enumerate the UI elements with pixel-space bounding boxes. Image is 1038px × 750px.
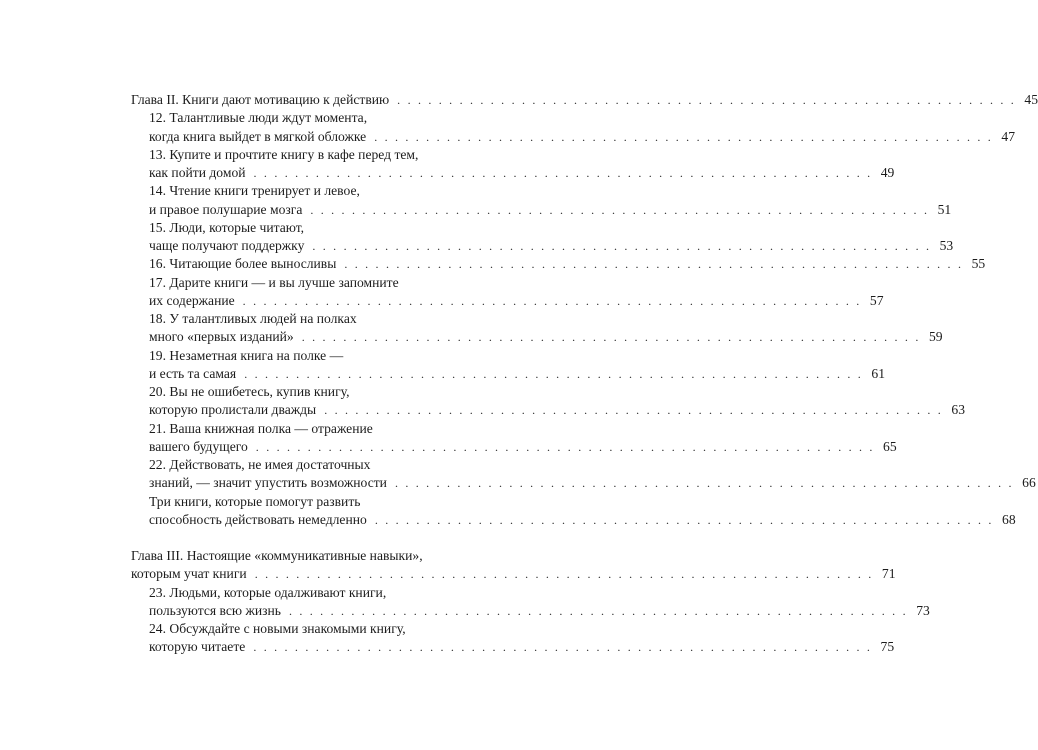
dot-leader: . . . . . . . . . . . . . . . . . . . . . . . . . . . . . . . . . . . . . . . . . . . . . . . . . . . . . . . . . . . .	[255, 439, 875, 454]
toc-entry-title: способность действовать немедленно	[149, 511, 367, 527]
toc-page-number: 66	[1022, 475, 1036, 491]
toc-entry-title: 12. Талантливые люди ждут момента,	[149, 110, 368, 126]
toc-page-number: 68	[1002, 511, 1016, 527]
dot-leader: . . . . . . . . . . . . . . . . . . . . . . . . . . . . . . . . . . . . . . . . . . . . . . . . . . . . . . . . . . . .	[253, 640, 873, 655]
dot-leader: . . . . . . . . . . . . . . . . . . . . . . . . . . . . . . . . . . . . . . . . . . . . . . . . . . . . . . . . . . . .	[288, 603, 908, 618]
toc-page-number: 49	[880, 165, 895, 180]
dot-leader: . . . . . . . . . . . . . . . . . . . . . . . . . . . . . . . . . . . . . . . . . . . . . . . . . . . . . . . . . . . .	[244, 366, 863, 381]
toc-entry-title: 23. Людьми, которые одалживают книги,	[149, 584, 387, 600]
dot-leader: . . . . . . . . . . . . . . . . . . . . . . . . . . . . . . . . . . . . . . . . . . . . . . . . . . . . . . . . . . . .	[394, 476, 1014, 491]
toc-entry-line	[131, 456, 480, 474]
dot-leader: . . . . . . . . . . . . . . . . . . . . . . . . . . . . . . . . . . . . . . . . . . . . . . . . . . . . . . . . . . . .	[242, 293, 862, 308]
dot-leader: . . . . . . . . . . . . . . . . . . . . . . . . . . . . . . . . . . . . . . . . . . . . . . . . . . . . . . . . . . . .	[312, 239, 932, 253]
toc-entry-line[interactable]	[131, 565, 896, 583]
toc-entry-title: Глава II. Книги дают мотивацию к действию	[131, 92, 390, 107]
toc-entry-line[interactable]	[131, 201, 952, 219]
toc-entry-line[interactable]	[131, 638, 895, 656]
toc-entry-title: Глава III. Настоящие «коммуникативные навыки»,	[131, 548, 423, 563]
toc-entry-line	[131, 547, 480, 565]
toc-entry-line	[131, 383, 480, 401]
toc-entry-line[interactable]	[131, 602, 930, 620]
dot-leader: . . . . . . . . . . . . . . . . . . . . . . . . . . . . . . . . . . . . . . . . . . . . . . . . . . . . . . . . . . . .	[310, 202, 930, 217]
toc-entry-title: Три книги, которые помогут развить	[149, 493, 361, 509]
toc-page-number: 61	[871, 365, 885, 381]
toc-entry-line[interactable]	[131, 438, 897, 456]
toc-entry-line[interactable]	[131, 365, 885, 383]
toc-page-number: 55	[971, 256, 986, 272]
toc-entry-line[interactable]	[131, 292, 884, 310]
toc-page-number: 75	[880, 639, 895, 655]
toc-entry-line[interactable]	[131, 511, 1016, 529]
toc-entry-line	[131, 310, 480, 328]
toc-entry-title: как пойти домой	[149, 165, 246, 180]
table-of-contents	[131, 91, 1038, 675]
toc-entry-line	[131, 420, 480, 438]
toc-chapter-block	[131, 91, 1038, 529]
toc-entry-title: которым учат книги	[131, 566, 247, 582]
dot-leader: . . . . . . . . . . . . . . . . . . . . . . . . . . . . . . . . . . . . . . . . . . . . . . . . . . . . . . . . . . . .	[253, 166, 873, 180]
toc-page-number: 71	[881, 566, 896, 582]
toc-entry-title: 19. Незаметная книга на полке —	[149, 347, 344, 363]
toc-entry-title: 18. У талантливых людей на полках	[149, 311, 357, 326]
toc-page-number: 57	[869, 292, 884, 308]
dot-leader: . . . . . . . . . . . . . . . . . . . . . . . . . . . . . . . . . . . . . . . . . . . . . . . . . . . . . . . . . . . .	[374, 129, 993, 144]
toc-page-number: 59	[928, 329, 943, 345]
toc-entry-title: и есть та самая	[149, 365, 237, 381]
toc-entry-title: их содержание	[149, 292, 235, 308]
toc-entry-line[interactable]	[131, 164, 895, 182]
toc-page-number: 65	[883, 438, 897, 454]
dot-leader: . . . . . . . . . . . . . . . . . . . . . . . . . . . . . . . . . . . . . . . . . . . . . . . . . . . . . . . . . . . .	[344, 257, 964, 272]
dot-leader: . . . . . . . . . . . . . . . . . . . . . . . . . . . . . . . . . . . . . . . . . . . . . . . . . . . . . . . . . . . .	[324, 403, 943, 418]
toc-entry-title: 21. Ваша книжная полка — отражение	[149, 420, 373, 436]
toc-entry-title: которую читаете	[149, 639, 246, 655]
toc-entry-title: 22. Действовать, не имея достаточных	[149, 457, 371, 472]
toc-page-number: 51	[937, 201, 952, 217]
toc-entry-title: 24. Обсуждайте с новыми знакомыми книгу,	[149, 621, 406, 636]
toc-entry-title: много «первых изданий»	[149, 329, 294, 345]
toc-page-number: 45	[1024, 92, 1038, 107]
toc-entry-line	[131, 146, 480, 164]
toc-entry-title: 17. Дарите книги — и вы лучше запомните	[149, 274, 399, 290]
toc-entry-title: 20. Вы не ошибетесь, купив книгу,	[149, 384, 350, 399]
toc-entry-title: вашего будущего	[149, 438, 248, 454]
toc-chapter-block	[131, 547, 930, 657]
toc-entry-line[interactable]	[131, 328, 943, 346]
toc-entry-line[interactable]	[131, 255, 986, 273]
dot-leader: . . . . . . . . . . . . . . . . . . . . . . . . . . . . . . . . . . . . . . . . . . . . . . . . . . . . . . . . . . . .	[374, 512, 994, 527]
toc-entry-title: пользуются всю жизнь	[149, 602, 281, 618]
toc-entry-line	[131, 219, 480, 237]
toc-entry-line	[131, 109, 480, 127]
toc-entry-line[interactable]	[131, 91, 1038, 109]
toc-entry-line	[131, 274, 480, 292]
toc-entry-title: 13. Купите и прочтите книгу в кафе перед тем,	[149, 146, 419, 162]
toc-entry-line[interactable]	[131, 128, 1015, 146]
toc-page-number: 63	[951, 402, 965, 418]
toc-page-number: 53	[939, 238, 954, 253]
dot-leader: . . . . . . . . . . . . . . . . . . . . . . . . . . . . . . . . . . . . . . . . . . . . . . . . . . . . . . . . . . . .	[397, 93, 1016, 107]
toc-entry-line	[131, 182, 480, 200]
toc-entry-line	[131, 620, 480, 638]
toc-entry-title: и правое полушарие мозга	[149, 201, 303, 217]
toc-entry-line[interactable]	[131, 474, 1036, 492]
toc-entry-title: 16. Читающие более выносливы	[149, 256, 337, 272]
toc-entry-line	[131, 347, 480, 365]
dot-leader: . . . . . . . . . . . . . . . . . . . . . . . . . . . . . . . . . . . . . . . . . . . . . . . . . . . . . . . . . . . .	[301, 330, 921, 345]
toc-page-number: 47	[1001, 128, 1015, 144]
toc-entry-line	[131, 584, 480, 602]
toc-entry-title: 14. Чтение книги тренирует и левое,	[149, 183, 360, 199]
toc-entry-line[interactable]	[131, 237, 954, 255]
toc-entry-title: 15. Люди, которые читают,	[149, 219, 305, 235]
toc-entry-title: чаще получают поддержку	[149, 238, 305, 253]
dot-leader: . . . . . . . . . . . . . . . . . . . . . . . . . . . . . . . . . . . . . . . . . . . . . . . . . . . . . . . . . . . .	[254, 567, 874, 582]
toc-entry-title: знаний, — значит упустить возможности	[149, 475, 387, 491]
toc-entry-line[interactable]	[131, 401, 965, 419]
toc-entry-title: которую пролистали дважды	[149, 402, 317, 418]
toc-page-number: 73	[916, 602, 930, 618]
toc-entry-line	[131, 493, 480, 511]
toc-entry-title: когда книга выйдет в мягкой обложке	[149, 128, 367, 144]
